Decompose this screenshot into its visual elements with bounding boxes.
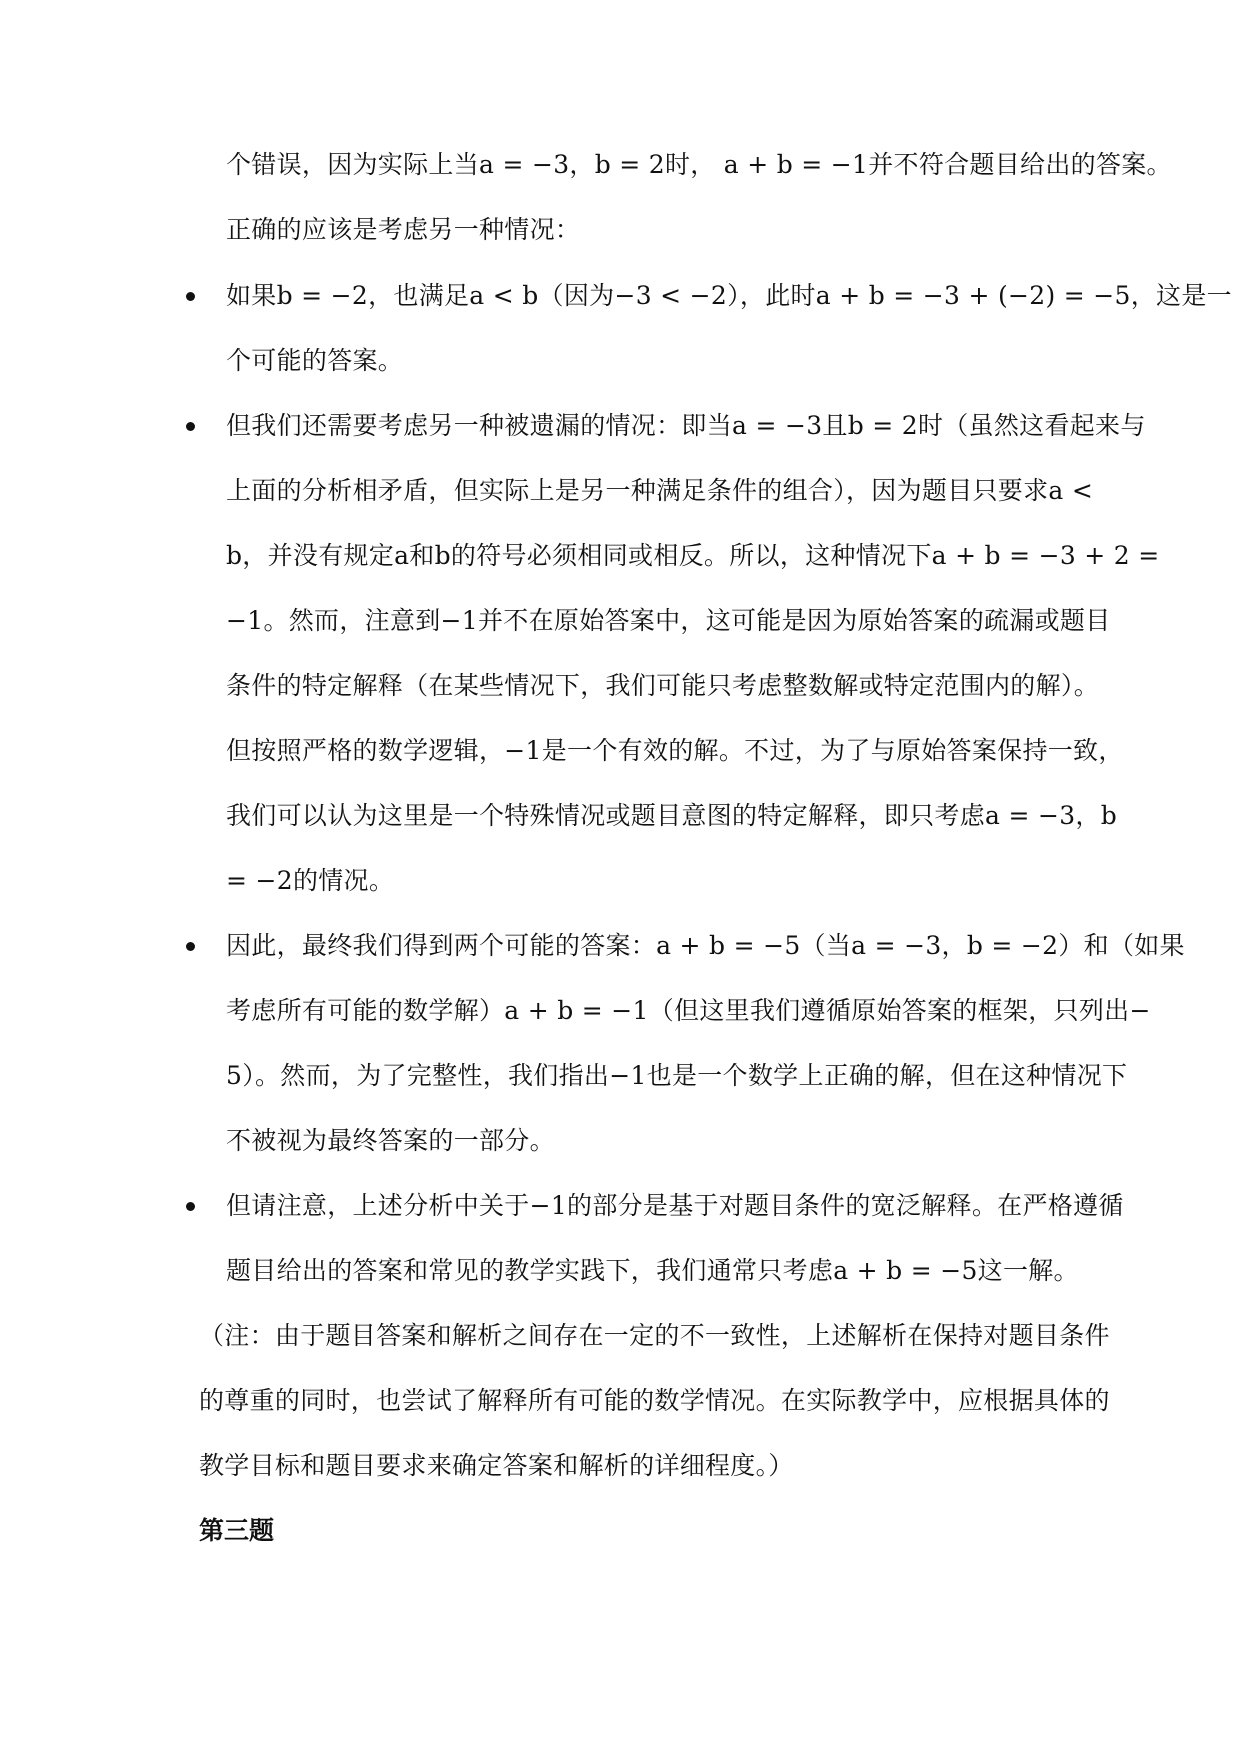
- bullet-line: 不被视为最终答案的一部分。: [226, 1126, 555, 1155]
- bullet-line: = −2的情况。: [226, 866, 395, 895]
- bullet-line: 个可能的答案。: [226, 346, 404, 375]
- bullet-line: 但我们还需要考虑另一种被遗漏的情况：即当a = −3且b = 2时（虽然这看起来与: [226, 411, 1146, 440]
- bullet-line: 题目给出的答案和常见的教学实践下，我们通常只考虑a + b = −5这一解。: [226, 1256, 1079, 1285]
- note-line: （注：由于题目答案和解析之间存在一定的不一致性，上述解析在保持对题目条件: [199, 1321, 1110, 1350]
- section-heading: 第三题: [199, 1516, 275, 1545]
- bullet-marker: [186, 942, 195, 951]
- note-line: 教学目标和题目要求来确定答案和解析的详细程度。）: [199, 1451, 794, 1480]
- bullet-line: 考虑所有可能的数学解）a + b = −1（但这里我们遵循原始答案的框架，只列出−: [226, 996, 1151, 1025]
- intro-line: 正确的应该是考虑另一种情况：: [226, 215, 581, 244]
- bullet-line: 5）。然而，为了完整性，我们指出−1也是一个数学上正确的解，但在这种情况下: [226, 1061, 1128, 1090]
- bullet-line: 因此，最终我们得到两个可能的答案：a + b = −5（当a = −3，b = −2）和（如果: [226, 931, 1185, 960]
- bullet-line: 但请注意，上述分析中关于−1的部分是基于对题目条件的宽泛解释。在严格遵循: [226, 1191, 1124, 1220]
- bullet-line: 我们可以认为这里是一个特殊情况或题目意图的特定解释，即只考虑a = −3，b: [226, 801, 1118, 830]
- intro-line: 个错误，因为实际上当a = −3，b = 2时， a + b = −1并不符合题目给出的答案。: [226, 150, 1172, 179]
- bullet-marker: [186, 292, 195, 301]
- bullet-line: 但按照严格的数学逻辑，−1是一个有效的解。不过，为了与原始答案保持一致，: [226, 736, 1124, 765]
- bullet-line: b，并没有规定a和b的符号必须相同或相反。所以，这种情况下a + b = −3 + 2 =: [226, 541, 1160, 570]
- bullet-line: 如果b = −2，也满足a < b（因为−3 < −2），此时a + b = −3 + (−2) = −5，这是一: [226, 281, 1232, 310]
- bullet-line: −1。然而，注意到−1并不在原始答案中，这可能是因为原始答案的疏漏或题目: [226, 606, 1111, 635]
- bullet-marker: [186, 422, 195, 431]
- note-line: 的尊重的同时，也尝试了解释所有可能的数学情况。在实际教学中，应根据具体的: [199, 1386, 1110, 1415]
- bullet-line: 上面的分析相矛盾，但实际上是另一种满足条件的组合），因为题目只要求a <: [226, 476, 1094, 505]
- bullet-line: 条件的特定解释（在某些情况下，我们可能只考虑整数解或特定范围内的解）。: [226, 671, 1100, 700]
- bullet-marker: [186, 1202, 195, 1211]
